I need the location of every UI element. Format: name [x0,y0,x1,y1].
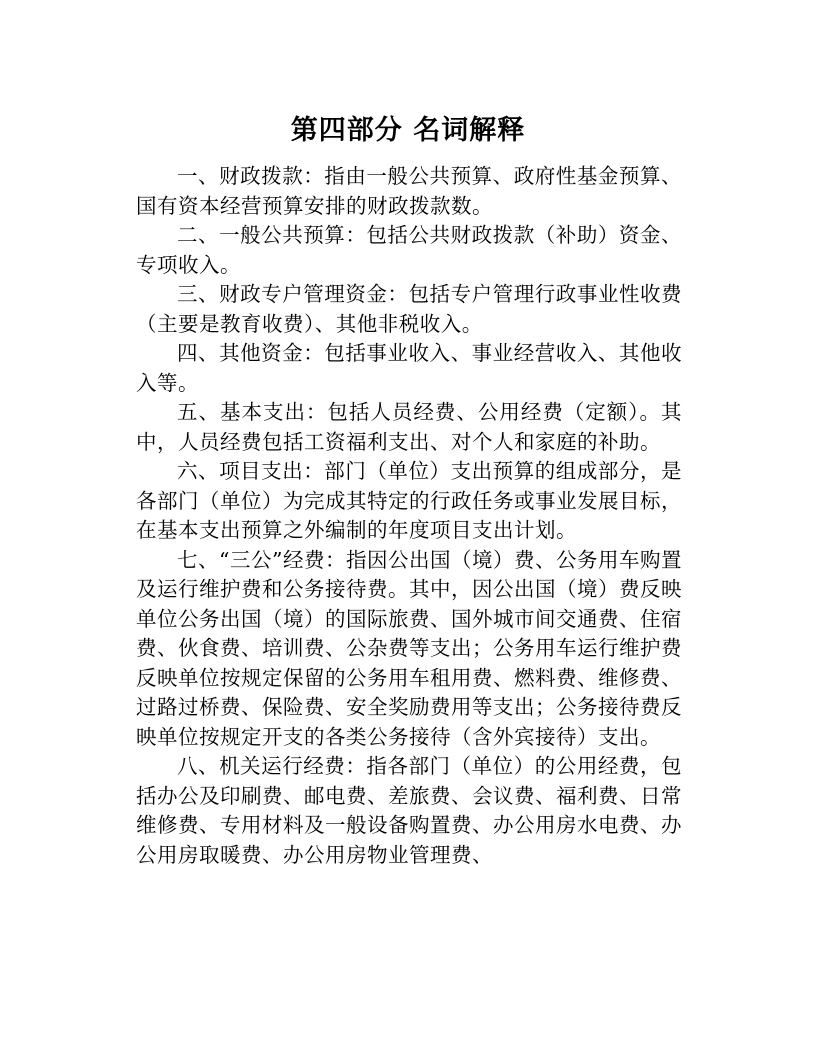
paragraph-three-public-expenses: 七、“三公”经费：指因公出国（境）费、公务用车购置及运行维护费和公务接待费。其中，因公出国（境）费反映单位公务出国（境）的国际旅费、国外城市间交通费、住宿费、伙食费、培训费、公杂费等支出；公务用车运行维护费反映单位按规定保留的公务用车租用费、燃料费、维修费、过路过桥费、保险费、安全奖励费用等支出；公务接待费反映单位按规定开支的各类公务接待（含外宾接待）支出。 [136,547,682,749]
document-title: 第四部分 名词解释 [290,115,526,146]
paragraph-special-account-funds: 三、财政专户管理资金：包括专户管理行政事业性收费（主要是教育收费）、其他非税收入。 [136,282,682,336]
paragraph-basic-expenditure: 五、基本支出：包括人员经费、公用经费（定额）。其中，人员经费包括工资福利支出、对个人和家庭的补助。 [136,400,682,454]
document-body [136,162,682,870]
paragraph-office-operating-expenses: 八、机关运行经费：指各部门（单位）的公用经费，包括办公及印刷费、邮电费、差旅费、会议费、福利费、日常维修费、专用材料及一般设备购置费、办公用房水电费、办公用房取暖费、办公用房物业管理费、 [136,754,682,867]
paragraph-other-funds: 四、其他资金：包括事业收入、事业经营收入、其他收入等。 [136,341,682,395]
paragraph-general-public-budget: 二、一般公共预算：包括公共财政拨款（补助）资金、专项收入。 [136,223,682,277]
paragraph-fiscal-appropriation: 一、财政拨款：指由一般公共预算、政府性基金预算、国有资本经营预算安排的财政拨款数。 [136,164,682,218]
paragraph-project-expenditure: 六、项目支出：部门（单位）支出预算的组成部分，是各部门（单位）为完成其特定的行政任务或事业发展目标，在基本支出预算之外编制的年度项目支出计划。 [136,459,682,542]
